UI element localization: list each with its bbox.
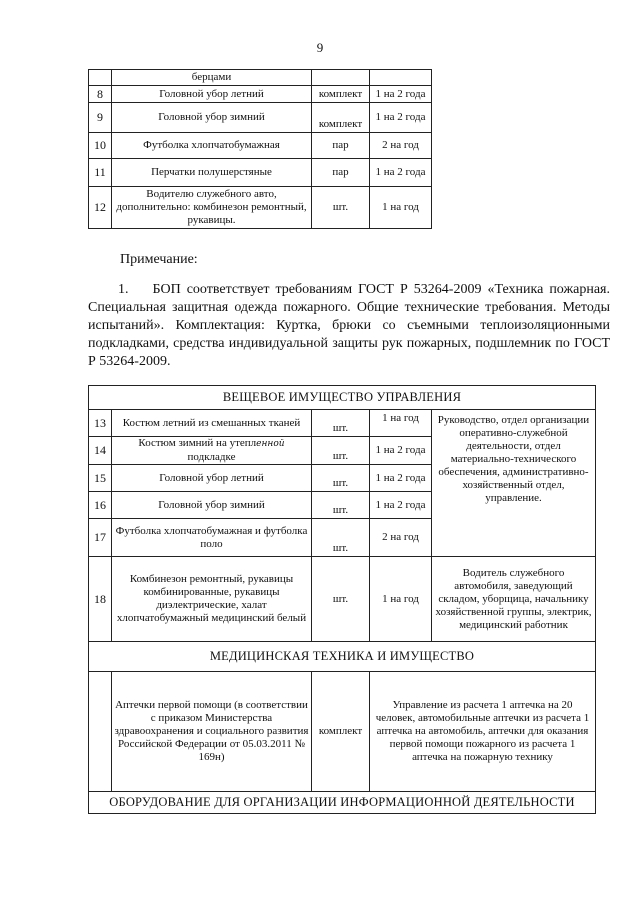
row-number [89,70,112,86]
item-unit: шт. [312,557,370,642]
row-number: 17 [89,519,112,557]
item-name: Футболка хлопчатобумажная и футболка поло [112,519,312,557]
section-row [89,386,596,410]
item-period: 1 на 2 года [370,492,432,519]
page-number: 9 [316,40,324,55]
item-unit: пар [312,133,370,159]
clothing-table-top [88,69,432,229]
item-name: Перчатки полушерстяные [112,159,312,187]
table-row [89,103,432,133]
item-unit: шт. [312,410,370,437]
item-period: 1 на 2 года [370,465,432,492]
item-name: Головной убор летний [112,465,312,492]
item-period: 1 на 2 года [370,103,432,133]
row-number: 10 [89,133,112,159]
note-title: Примечание: [120,252,198,267]
table-row [89,159,432,187]
table-row [89,672,596,792]
item-name-tail: подкладке [187,451,236,463]
item-unit: комплект [312,103,370,133]
item-period [370,70,432,86]
note-text: 1. БОП соответствует требованиям ГОСТ Р 53264-2009 «Техника пожарная. Специальная защитная одежда пожарного. Общие технические требования. Методы испытаний». Комплектация: Куртка, брюки со съемными теплоизоляционными подкладками, средства индивидуальной защиты рук пожарных, подшлемник по ГОСТ Р 53264-2009. [88,282,610,369]
item-name: Костюм летний из смешанных тканей [112,410,312,437]
table-row [89,86,432,103]
row-number: 15 [89,465,112,492]
item-period: 1 на 2 года [370,159,432,187]
recipients-cell: Водитель служебного автомобиля, заведующий складом, уборщица, начальнику хозяйственной группы, электрик, медицинский работник [432,557,596,642]
item-name: Головной убор зимний [112,492,312,519]
table-row [89,70,432,86]
table-row [89,410,596,437]
item-period: 2 на год [370,519,432,557]
item-period: 1 на 2 года [370,437,432,465]
item-name: Головной убор летний [112,86,312,103]
item-name: Водителю служебного авто, дополнительно: комбинезон ремонтный, рукавицы. [112,187,312,229]
item-name-handwritten: енной [256,439,285,449]
item-name: Головной убор зимний [112,103,312,133]
item-unit: шт. [312,465,370,492]
item-unit: шт. [312,492,370,519]
item-period: 1 на год [370,410,432,437]
table-row [89,187,432,229]
row-number [89,672,112,792]
row-number: 14 [89,437,112,465]
item-unit: комплект [312,672,370,792]
item-period: 1 на год [370,187,432,229]
row-number: 12 [89,187,112,229]
row-number: 18 [89,557,112,642]
section-title: ВЕЩЕВОЕ ИМУЩЕСТВО УПРАВЛЕНИЯ [89,386,596,410]
item-period: 1 на год [370,557,432,642]
section-title: ОБОРУДОВАНИЕ ДЛЯ ОРГАНИЗАЦИИ ИНФОРМАЦИОННОЙ ДЕЯТЕЛЬНОСТИ [89,792,596,814]
item-unit: комплект [312,86,370,103]
item-unit: шт. [312,519,370,557]
table-row [89,133,432,159]
item-name: берцами [112,70,312,86]
recipients-cell: Руководство, отдел организации оперативно-служебной деятельности, отдел материально-технического обеспечения, административно-хозяйственный отдел, управление. [432,410,596,557]
table-row [89,557,596,642]
item-unit [312,70,370,86]
row-number: 8 [89,86,112,103]
item-name-main: Костюм зимний на утепл [138,437,257,449]
row-number: 13 [89,410,112,437]
row-number: 11 [89,159,112,187]
clothing-table-bottom [88,385,596,814]
row-number: 16 [89,492,112,519]
section-title: МЕДИЦИНСКАЯ ТЕХНИКА И ИМУЩЕСТВО [89,642,596,672]
item-unit: шт. [312,187,370,229]
item-name: Футболка хлопчатобумажная [112,133,312,159]
item-name [112,437,312,465]
section-row [89,792,596,814]
item-unit: пар [312,159,370,187]
item-unit: шт. [312,437,370,465]
row-number: 9 [89,103,112,133]
recipients-cell: Управление из расчета 1 аптечка на 20 человек, автомобильные аптечки из расчета 1 аптечка на автомобиль, аптечки для оказания первой помощи пожарного из расчета 1 аптечка на пожарную технику [370,672,596,792]
item-period: 2 на год [370,133,432,159]
item-name: Комбинезон ремонтный, рукавицы комбинированные, рукавицы диэлектрические, халат хлопчатобумажный медицинский белый [112,557,312,642]
item-period: 1 на 2 года [370,86,432,103]
item-name: Аптечки первой помощи (в соответствии с приказом Министерства здравоохранения и социального развития Российской Федерации от 05.03.2011 № 169н) [112,672,312,792]
section-row [89,642,596,672]
